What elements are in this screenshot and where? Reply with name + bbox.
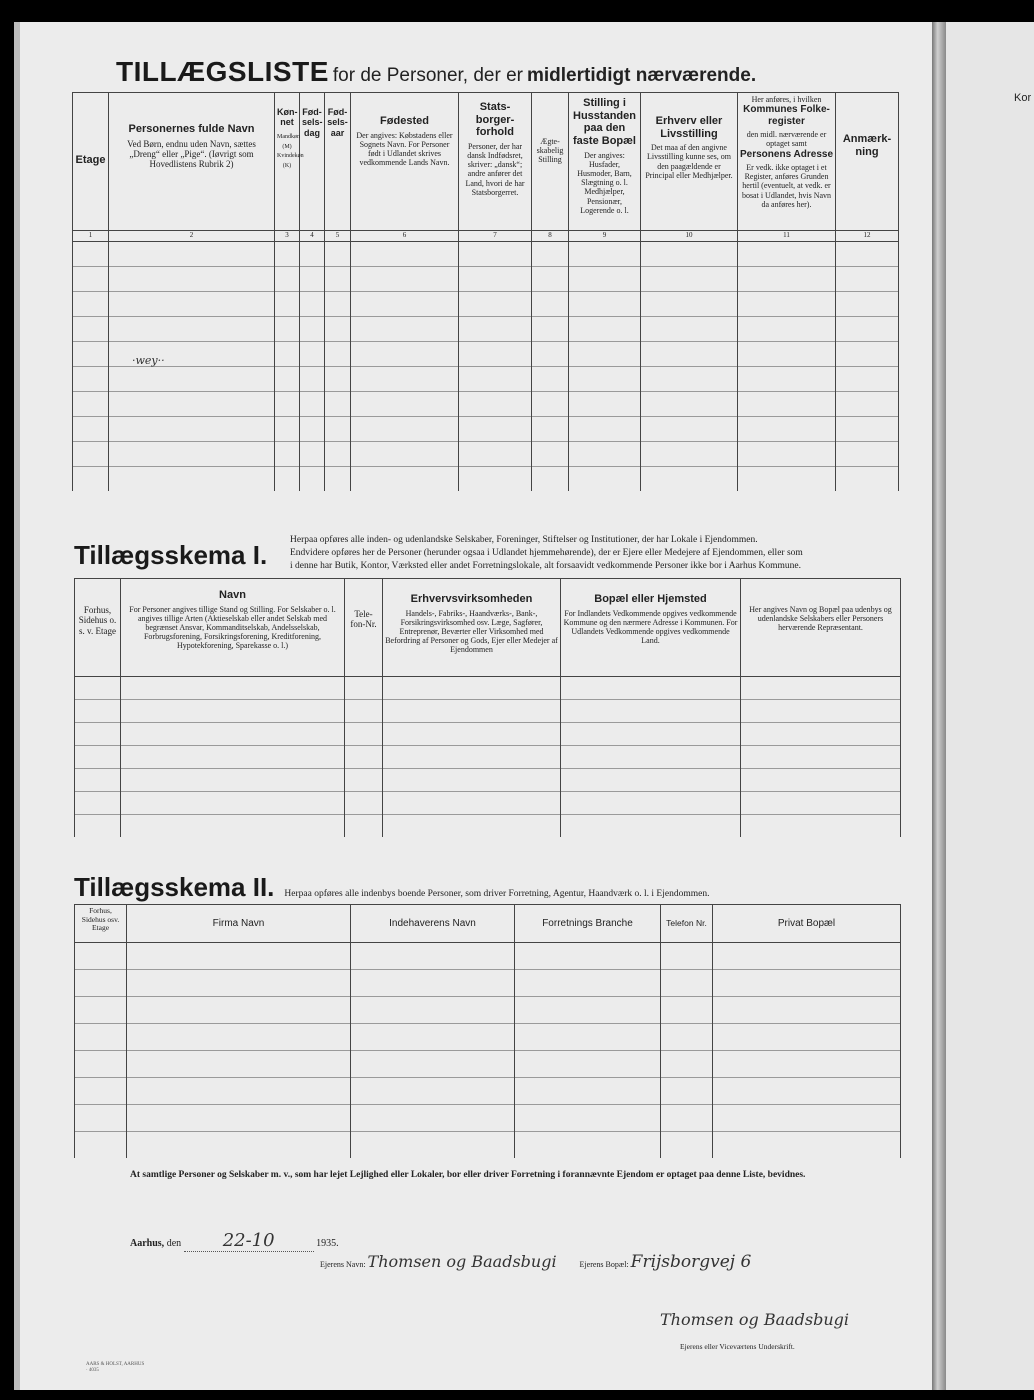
table-cell[interactable] (532, 442, 569, 467)
table-cell[interactable] (351, 1051, 515, 1078)
table-cell[interactable] (569, 267, 641, 292)
form-page (14, 22, 932, 1390)
table-cell[interactable] (515, 1105, 661, 1132)
table-cell[interactable] (75, 1051, 127, 1078)
table-cell[interactable] (75, 943, 127, 970)
table-cell[interactable] (713, 1105, 901, 1132)
skema1-title: Tillægsskema I. (74, 540, 268, 570)
date-handwritten: 22-10 (184, 1230, 314, 1252)
table-cell[interactable] (661, 970, 713, 997)
table-cell[interactable] (75, 677, 121, 700)
table-row (75, 1051, 901, 1078)
table-cell[interactable] (532, 392, 569, 417)
signature-label: Ejerens eller Viceværtens Underskrift. (680, 1342, 795, 1351)
table-cell[interactable] (325, 342, 351, 367)
table-cell[interactable] (561, 700, 741, 723)
skema1-description: Herpaa opføres alle inden- og udenlandske Selskaber, Foreninger, Stiftelser og Institutioner, der har Lokale i Ejendommen. Endvidere opføres her de Personer (herunder ogsaa i Udlandet hjemmehørende), der er Ejere eller Medejere af Ejendommen, eller som i denne har Butik, Kontor, Værksted eller andet Forretningslokale, alt forsaavidt vedkommende Personer ikke bor i Aarhus Kommune. (290, 535, 803, 571)
table-cell[interactable] (127, 1051, 351, 1078)
main-title (116, 56, 756, 88)
skema2-description: Herpaa opføres alle indenbys boende Personer, som driver Forretning, Agentur, Haandværk o. l. i Ejendommen. (284, 889, 710, 899)
table-cell[interactable] (741, 677, 901, 700)
table-cell[interactable] (300, 342, 325, 367)
table-cell[interactable] (300, 317, 325, 342)
table-cell[interactable] (75, 1132, 127, 1159)
table-cell[interactable] (383, 815, 561, 838)
table-row (73, 317, 899, 342)
table-cell[interactable] (836, 417, 899, 442)
owner-address-handwritten: Frijsborgvej 6 (630, 1252, 752, 1272)
table-cell[interactable] (325, 467, 351, 492)
table-cell[interactable] (109, 392, 275, 417)
table-cell[interactable] (275, 467, 300, 492)
date-line (130, 1230, 339, 1252)
col-erhverv: Erhverv eller Livsstilling Det maa af den angivne Livsstilling kunne ses, om den paagældende er Principal eller Medhjælper. (641, 93, 738, 231)
main-table (72, 92, 899, 491)
owner-line (320, 1252, 821, 1272)
table-cell[interactable] (641, 267, 738, 292)
col-stilling: Stilling i Husstanden paa den faste Bopæl Der angives: Husfader, Husmoder, Barn, Slægtning o. l. Medhjælper, Pensionær, Logerende o. l. (569, 93, 641, 231)
table-cell[interactable] (515, 1078, 661, 1105)
main-table-rows (73, 242, 899, 492)
table-cell[interactable] (127, 1024, 351, 1051)
table-cell[interactable] (738, 367, 836, 392)
table-row (73, 442, 899, 467)
col-foedselsaar: Fød-sels-aar (325, 93, 351, 231)
table-cell[interactable] (109, 317, 275, 342)
table-cell[interactable] (300, 292, 325, 317)
table-cell[interactable] (383, 677, 561, 700)
table-cell[interactable] (561, 746, 741, 769)
table-cell[interactable] (73, 317, 109, 342)
table-cell[interactable] (275, 242, 300, 267)
table-cell[interactable] (325, 417, 351, 442)
table-cell[interactable] (569, 442, 641, 467)
table-cell[interactable] (738, 242, 836, 267)
table-cell[interactable] (325, 242, 351, 267)
table-row (75, 700, 901, 723)
table-cell[interactable] (741, 723, 901, 746)
table-row (75, 723, 901, 746)
s1-col-navn: Navn For Personer angives tillige Stand og Stilling. For Selskaber o. l. angives tillige Arten (Aktieselskab eller andet Selskab med begrænset Ansvar, Kommanditselskab, Andelsselskab, Forbrugsforening, Forsikringsforening, Kreditforening, Hypotekforening, Sparekasse o. l.) (121, 579, 345, 677)
table-cell[interactable] (75, 1078, 127, 1105)
table-cell[interactable] (351, 1078, 515, 1105)
table-cell[interactable] (345, 723, 383, 746)
table-cell[interactable] (741, 815, 901, 838)
table-cell[interactable] (75, 700, 121, 723)
table-cell[interactable] (351, 1132, 515, 1159)
table-row (73, 392, 899, 417)
table-cell[interactable] (351, 392, 459, 417)
table-cell[interactable] (73, 367, 109, 392)
table-cell[interactable] (300, 242, 325, 267)
table-cell[interactable] (351, 342, 459, 367)
skema2-title: Tillægsskema II. (74, 872, 275, 902)
table-cell[interactable] (569, 392, 641, 417)
table-cell[interactable] (345, 746, 383, 769)
table-cell[interactable] (836, 242, 899, 267)
table-cell[interactable] (275, 442, 300, 467)
table-cell[interactable] (561, 677, 741, 700)
table-cell[interactable] (738, 267, 836, 292)
table-cell[interactable] (383, 769, 561, 792)
table-cell[interactable] (73, 417, 109, 442)
table-cell[interactable] (109, 467, 275, 492)
table-cell[interactable] (738, 342, 836, 367)
table-cell[interactable] (351, 267, 459, 292)
s1-col-bopael: Bopæl eller Hjemsted For Indlandets Vedkommende opgives vedkommende Kommune og den nærmere Adresse i Kommunen. For Udlandets Vedkommende opgives vedkommende Land. (561, 579, 741, 677)
table-cell[interactable] (569, 342, 641, 367)
skema2-header (74, 872, 914, 903)
table-cell[interactable] (532, 317, 569, 342)
table-cell[interactable] (75, 723, 121, 746)
table-cell[interactable] (109, 242, 275, 267)
table-cell[interactable] (383, 792, 561, 815)
col-folkeregister: Her anføres, i hvilken Kommunes Folke-register den midl. nærværende er optaget samt Personens Adresse Er vedk. ikke optaget i et Register, anføres Grunden hertil (eventuelt, at vedk. er bosat i Udlandet, hvis Navn da anføres her). (738, 93, 836, 231)
table-cell[interactable] (532, 342, 569, 367)
table-cell[interactable] (75, 769, 121, 792)
table-cell[interactable] (351, 997, 515, 1024)
table-cell[interactable] (561, 769, 741, 792)
table-cell[interactable] (275, 417, 300, 442)
table-cell[interactable] (561, 723, 741, 746)
col-foedested: Fødested Der angives: Købstadens eller Sognets Navn. For Personer født i Udlandet skrives vedkommende Lands Navn. (351, 93, 459, 231)
table-cell[interactable] (351, 970, 515, 997)
table-cell[interactable] (127, 997, 351, 1024)
table-cell[interactable] (351, 943, 515, 970)
table-cell[interactable] (641, 292, 738, 317)
table-cell[interactable] (300, 392, 325, 417)
s2-col-telefon: Telefon Nr. (661, 905, 713, 943)
s2-col-branche: Forretnings Branche (515, 905, 661, 943)
table-cell[interactable] (383, 723, 561, 746)
table-cell[interactable] (661, 1078, 713, 1105)
table-cell[interactable] (351, 367, 459, 392)
table-cell[interactable] (661, 1051, 713, 1078)
table-cell[interactable] (351, 242, 459, 267)
table-cell[interactable] (713, 1132, 901, 1159)
table-row (75, 970, 901, 997)
table-cell[interactable] (300, 267, 325, 292)
table-cell[interactable] (641, 342, 738, 367)
footer-statement: At samtlige Personer og Selskaber m. v., som har lejet Lejlighed eller Lokaler, bor eller driver Forretning i forannævnte Ejendom er optaget paa denne Liste, bevidnes. (130, 1170, 806, 1180)
table-cell[interactable] (121, 815, 345, 838)
table-cell[interactable] (661, 1024, 713, 1051)
table-cell[interactable] (73, 467, 109, 492)
skema1-rows (75, 677, 901, 838)
table-cell[interactable] (383, 746, 561, 769)
table-cell[interactable] (641, 367, 738, 392)
skema2-rows (75, 943, 901, 1159)
table-cell[interactable] (641, 417, 738, 442)
table-cell[interactable] (569, 292, 641, 317)
table-cell[interactable] (836, 442, 899, 467)
table-cell[interactable] (561, 815, 741, 838)
table-cell[interactable] (459, 242, 532, 267)
table-cell[interactable] (73, 392, 109, 417)
table-cell[interactable] (121, 700, 345, 723)
table-row (73, 467, 899, 492)
table-cell[interactable] (713, 970, 901, 997)
table-cell[interactable] (569, 367, 641, 392)
owner-name-label: Ejerens Navn: (320, 1260, 366, 1269)
signature-handwritten: Thomsen og Baadsbugi (660, 1310, 850, 1329)
table-cell[interactable] (836, 267, 899, 292)
table-row (75, 746, 901, 769)
table-cell[interactable] (532, 367, 569, 392)
table-cell[interactable] (569, 317, 641, 342)
table-cell[interactable] (275, 342, 300, 367)
table-cell[interactable] (713, 1051, 901, 1078)
col-statsborger: Stats-borger-forhold Personer, der har dansk Indfødsret, skriver: „dansk“; andre anfører det Land, hvori de har Statsborgerret. (459, 93, 532, 231)
table-cell[interactable] (383, 700, 561, 723)
table-cell[interactable] (713, 1024, 901, 1051)
table-cell[interactable] (351, 467, 459, 492)
title-rest: for de Personer, der er (332, 65, 523, 86)
printer-mark: AARS & HOLST, AARHUS · 4035 (86, 1362, 145, 1373)
table-cell[interactable] (569, 242, 641, 267)
table-cell[interactable] (459, 317, 532, 342)
table-cell[interactable] (459, 267, 532, 292)
s1-col-repraesentant: Her angives Navn og Bopæl paa udenbys og udenlandske Selskabers eller Personers herværende Repræsentant. (741, 579, 901, 677)
table-cell[interactable] (325, 442, 351, 467)
table-row (75, 1132, 901, 1159)
table-cell[interactable] (515, 1132, 661, 1159)
table-cell[interactable] (738, 467, 836, 492)
table-cell[interactable] (300, 417, 325, 442)
table-cell[interactable] (532, 242, 569, 267)
table-row (75, 1105, 901, 1132)
table-cell[interactable] (836, 467, 899, 492)
table-cell[interactable] (325, 367, 351, 392)
table-cell[interactable] (515, 1024, 661, 1051)
table-row (73, 292, 899, 317)
column-numbers: 1 2 3 4 5 6 7 8 9 10 11 12 (73, 231, 899, 242)
table-cell[interactable] (121, 792, 345, 815)
table-cell[interactable] (713, 1078, 901, 1105)
table-cell[interactable] (459, 392, 532, 417)
table-row (73, 242, 899, 267)
table-cell[interactable] (121, 769, 345, 792)
table-cell[interactable] (351, 292, 459, 317)
col-etage: Etage (73, 93, 109, 231)
col-name: Personernes fulde Navn Ved Børn, endnu uden Navn, sættes „Dreng“ eller „Pige“. (Iøvrigt som Hovedlistens Rubrik 2) (109, 93, 275, 231)
table-cell[interactable] (109, 367, 275, 392)
s2-col-indehaver: Indehaverens Navn (351, 905, 515, 943)
table-cell[interactable] (738, 442, 836, 467)
table-cell[interactable] (515, 943, 661, 970)
table-cell[interactable] (325, 292, 351, 317)
table-cell[interactable] (75, 815, 121, 838)
table-cell[interactable] (275, 317, 300, 342)
table-cell[interactable] (738, 392, 836, 417)
table-row (75, 769, 901, 792)
table-row (75, 815, 901, 838)
table-row (73, 267, 899, 292)
table-cell[interactable] (532, 467, 569, 492)
table-cell[interactable] (275, 367, 300, 392)
table-cell[interactable] (121, 723, 345, 746)
table-cell[interactable] (738, 292, 836, 317)
skema2-table (74, 904, 901, 1158)
table-cell[interactable] (75, 1105, 127, 1132)
table-cell[interactable] (75, 997, 127, 1024)
owner-address-label: Ejerens Bopæl: (579, 1260, 629, 1269)
table-cell[interactable] (836, 342, 899, 367)
table-cell[interactable] (459, 342, 532, 367)
year: 1935. (316, 1238, 339, 1249)
table-cell[interactable] (345, 700, 383, 723)
table-cell[interactable] (75, 970, 127, 997)
table-cell[interactable] (351, 442, 459, 467)
table-cell[interactable] (738, 317, 836, 342)
table-cell[interactable] (75, 792, 121, 815)
table-row (75, 997, 901, 1024)
table-cell[interactable] (713, 997, 901, 1024)
table-cell[interactable] (459, 292, 532, 317)
table-row (73, 417, 899, 442)
table-row (73, 367, 899, 392)
table-cell[interactable] (661, 1105, 713, 1132)
table-cell[interactable] (738, 417, 836, 442)
col-koen: Køn-net Mandkøn (M) Kvindekøn (K) (275, 93, 300, 231)
next-page-edge (946, 22, 1034, 1390)
col-aegteskab: Ægte-skabelig Stilling (532, 93, 569, 231)
table-cell[interactable] (345, 792, 383, 815)
table-cell[interactable] (75, 1024, 127, 1051)
table-cell[interactable] (569, 467, 641, 492)
next-page-fragment: Kor (1014, 92, 1032, 104)
table-cell[interactable] (345, 815, 383, 838)
table-cell[interactable] (109, 417, 275, 442)
table-cell[interactable] (641, 392, 738, 417)
table-row (75, 792, 901, 815)
table-cell[interactable] (121, 746, 345, 769)
book-fold (932, 22, 946, 1390)
table-cell[interactable] (275, 267, 300, 292)
table-cell[interactable] (325, 392, 351, 417)
table-cell[interactable] (109, 292, 275, 317)
table-cell[interactable] (73, 242, 109, 267)
s2-col-firma: Firma Navn (127, 905, 351, 943)
table-cell[interactable] (127, 1132, 351, 1159)
table-cell[interactable] (73, 442, 109, 467)
s2-col-etage: Forhus, Sidehus osv. Etage (75, 905, 127, 943)
table-row (75, 1078, 901, 1105)
table-cell[interactable] (345, 769, 383, 792)
city: Aarhus, (130, 1238, 165, 1249)
table-cell[interactable] (741, 700, 901, 723)
table-cell[interactable] (73, 342, 109, 367)
table-cell[interactable] (515, 997, 661, 1024)
table-cell[interactable] (127, 1105, 351, 1132)
s2-col-privat: Privat Bopæl (713, 905, 901, 943)
table-cell[interactable] (300, 367, 325, 392)
table-cell[interactable] (109, 267, 275, 292)
table-cell[interactable] (561, 792, 741, 815)
table-cell[interactable] (661, 1132, 713, 1159)
table-cell[interactable] (127, 970, 351, 997)
title-bold: midlertidigt nærværende. (527, 65, 757, 86)
table-cell[interactable] (661, 997, 713, 1024)
table-cell[interactable] (300, 442, 325, 467)
table-cell[interactable] (713, 943, 901, 970)
table-cell[interactable] (75, 746, 121, 769)
table-cell[interactable] (741, 769, 901, 792)
table-cell[interactable] (569, 417, 641, 442)
table-cell[interactable] (641, 317, 738, 342)
table-cell[interactable] (73, 267, 109, 292)
table-cell[interactable] (515, 970, 661, 997)
table-cell[interactable] (351, 1024, 515, 1051)
handwritten-mark: ·wey·· (132, 354, 165, 367)
table-cell[interactable] (73, 292, 109, 317)
table-row (75, 1024, 901, 1051)
table-cell[interactable] (300, 467, 325, 492)
table-row (75, 677, 901, 700)
s1-col-erhverv: Erhvervsvirksomheden Handels-, Fabriks-, Haandværks-, Bank-, Forsikringsvirksomhed osv. Læge, Sagfører, Entreprenør, Beværter eller Virksomhed med Befordring af Personer og Gods, Ejer eller Medejer af Ejendommen (383, 579, 561, 677)
table-cell[interactable] (459, 442, 532, 467)
table-cell[interactable] (836, 292, 899, 317)
table-cell[interactable] (641, 442, 738, 467)
table-cell[interactable] (459, 467, 532, 492)
table-row (73, 342, 899, 367)
col-foedselsdag: Fød-sels-dag (300, 93, 325, 231)
table-cell[interactable] (351, 317, 459, 342)
table-cell[interactable] (515, 1051, 661, 1078)
table-cell[interactable] (641, 467, 738, 492)
table-cell[interactable] (459, 367, 532, 392)
table-cell[interactable] (127, 943, 351, 970)
col-anmaerkning: Anmærk-ning (836, 93, 899, 231)
table-cell[interactable] (836, 317, 899, 342)
table-cell[interactable] (641, 242, 738, 267)
table-cell[interactable] (127, 1078, 351, 1105)
table-cell[interactable] (741, 746, 901, 769)
table-cell[interactable] (532, 267, 569, 292)
table-row (75, 943, 901, 970)
title-big: TILLÆGSLISTE (116, 56, 329, 87)
table-cell[interactable] (459, 417, 532, 442)
table-cell[interactable] (275, 392, 300, 417)
table-cell[interactable] (351, 417, 459, 442)
table-cell[interactable] (275, 292, 300, 317)
table-cell[interactable] (661, 943, 713, 970)
table-cell[interactable] (325, 317, 351, 342)
s1-col-telefon: Tele-fon-Nr. (345, 579, 383, 677)
table-cell[interactable] (741, 792, 901, 815)
owner-name-handwritten: Thomsen og Baadsbugi (367, 1252, 557, 1271)
skema1-table (74, 578, 901, 837)
table-cell[interactable] (345, 677, 383, 700)
table-cell[interactable] (121, 677, 345, 700)
s1-col-etage: Forhus, Sidehus o. s. v. Etage (75, 579, 121, 677)
den-label: den (166, 1238, 182, 1249)
table-cell[interactable] (532, 292, 569, 317)
table-cell[interactable] (351, 1105, 515, 1132)
table-cell[interactable] (325, 267, 351, 292)
table-cell[interactable] (836, 392, 899, 417)
table-cell[interactable] (109, 442, 275, 467)
table-cell[interactable] (836, 367, 899, 392)
table-cell[interactable] (532, 417, 569, 442)
